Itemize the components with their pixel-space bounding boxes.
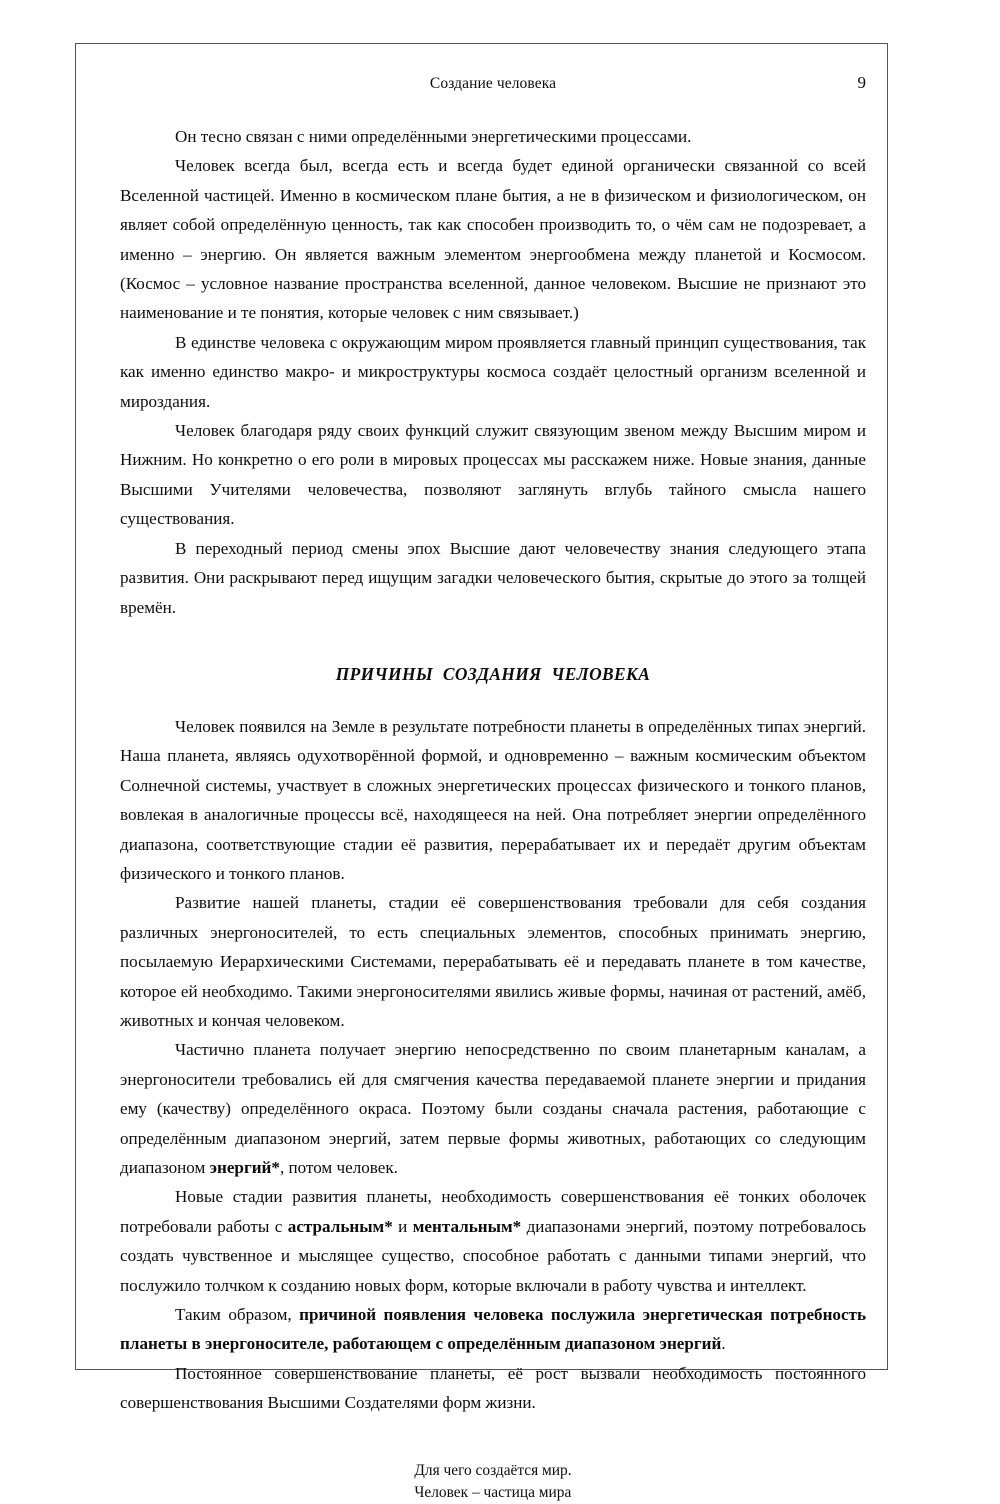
emphasis-bold: причиной появления человека послужила энергетическая потребность планеты в энергоносителе, работающем с определённым диапазоном энергий [120, 1305, 866, 1354]
emphasis-bold: энергий* [209, 1158, 280, 1177]
paragraph: Человек всегда был, всегда есть и всегда будет единой органически связанной со всей Вселенной частицей. Именно в космическом плане бытия, а не в физическом и физиологическом, он являет собой определённую ценность, так как способен производить то, о чём сам не подозревает, а именно – энергию. Он является важным элементом энергообмена между планетой и Космосом. (Космос – условное название пространства вселенной, данное человеком. Высшие не признают это наименование и те понятия, которые человек с ним связывает.) [120, 156, 866, 323]
paragraph: В единстве человека с окружающим миром проявляется главный принцип существования, так как именно единство макро- и микроструктуры космоса создаёт целостный организм вселенной и мироздания. [120, 332, 866, 411]
epigraph-block [414, 1460, 571, 1504]
paragraph: Человек благодаря ряду своих функций служит связующим звеном между Высшим миром и Нижним. Но конкретно о его роли в мировых процессах мы расскажем ниже. Новые знания, данные Высшими Учителями человечества, позволяют заглянуть вглубь тайного смысла нашего существования. [120, 421, 866, 529]
paragraph: В переходный период смены эпох Высшие дают человечеству знания следующего этапа развития. Они раскрывают перед ищущим загадки человеческого бытия, скрытые до этого за толщей времён. [120, 538, 866, 617]
paragraph: Человек появился на Земле в результате потребности планеты в определённых типах энергий. Наша планета, являясь одухотворённой формой, и одновременно – важным космическим объектом Солнечной системы, участвует в сложных энергетических процессах физического и тонкого планов, вовлекая в аналогичные процессы всё, находящееся на ней. Она потребляет энергии определённого диапазона, соответствующие стадии её развития, перерабатывает их и передаёт другим объектам физического и тонкого планов. [120, 716, 866, 883]
body-text-column [98, 122, 888, 1504]
running-head-title: Создание человека [429, 75, 557, 92]
emphasis-bold: астральным* [287, 1216, 393, 1236]
paragraph: Новые стадии развития планеты, необходимость совершенствования её тонких оболочек потребовали работы с астральным* и ментальным* диапазонами энергий, поэтому потребовалось создать чувственное и мыслящее существо, способное работать с данными типами энергий, что послужило толчком к созданию новых форм, которые включали в работу чувства и интеллект. [120, 1187, 866, 1295]
page-number: 9 [857, 73, 866, 92]
paragraph: Таким образом, причиной появления человека послужила энергетическая потребность планеты в энергоносителе, работающем с определённым диапазоном энергий. [120, 1305, 866, 1354]
epigraph-line: Человек – частица мира [414, 1483, 572, 1501]
page-sheet [75, 43, 888, 1501]
epigraph-line: Для чего создаётся мир. [414, 1461, 572, 1479]
epigraph [120, 1460, 866, 1504]
paragraph: Частично планета получает энергию непосредственно по своим планетарным каналам, а энергоносители требовались ей для смягчения качества передаваемой планете энергии и придания ему (качеству) определённого окраса. Поэтому были созданы сначала растения, работающие с определённым диапазоном энергий, затем первые формы животных, работающих со следующим диапазоном энергий*, потом человек. [120, 1040, 866, 1177]
paragraph: Постоянное совершенствование планеты, её рост вызвали необходимость постоянного совершенствования Высшими Создателями форм жизни. [120, 1363, 866, 1413]
running-head [98, 74, 888, 108]
emphasis-bold: ментальным* [412, 1216, 522, 1236]
page-content-area [98, 44, 888, 1501]
paragraph: Он тесно связан с ними определёнными энергетическими процессами. [175, 127, 692, 146]
section-heading: ПРИЧИНЫ СОЗДАНИЯ ЧЕЛОВЕКА [335, 663, 651, 684]
paragraph: Развитие нашей планеты, стадии её совершенствования требовали для себя создания различных энергоносителей, то есть специальных элементов, способных принимать энергию, посылаемую Иерархическими Системами, перерабатывать её и передавать планете в том качестве, которое ей необходимо. Такими энергоносителями явились живые формы, начиная от растений, амёб, животных и кончая человеком. [120, 893, 866, 1030]
